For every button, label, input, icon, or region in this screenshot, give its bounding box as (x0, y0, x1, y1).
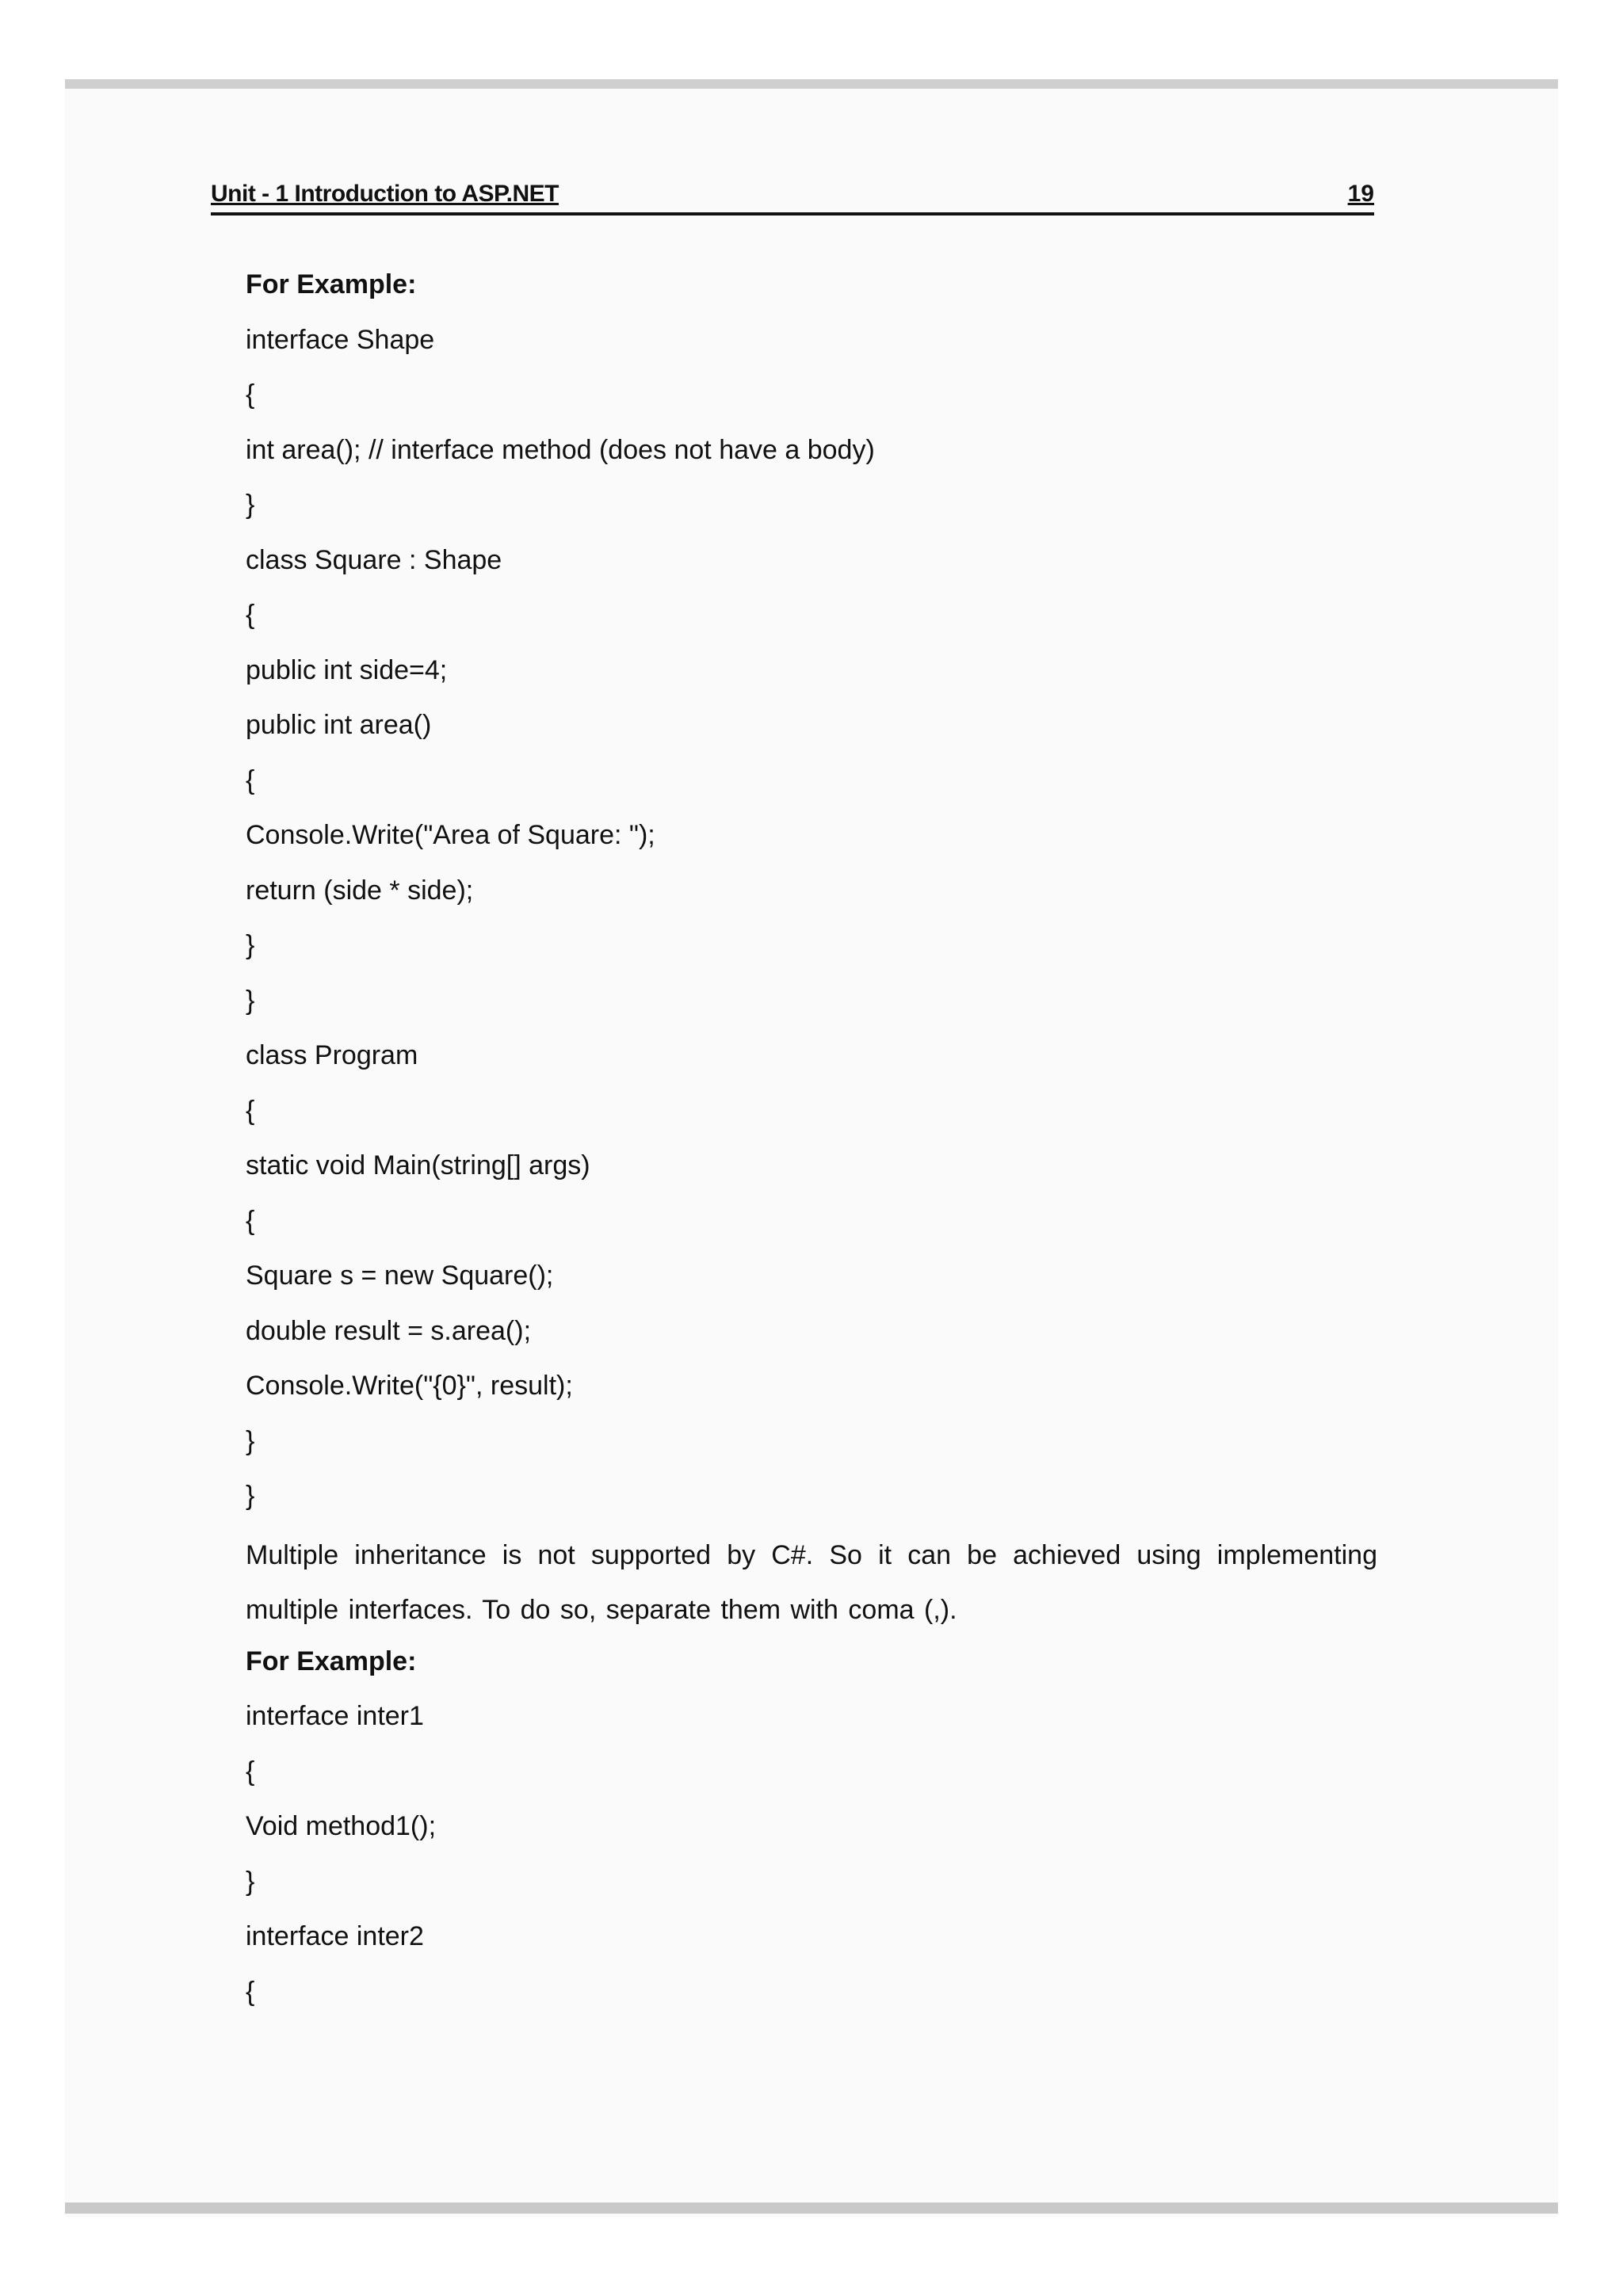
header-title: Unit - 1 Introduction to ASP.NET (211, 181, 559, 207)
code-line: interface inter1 (246, 1701, 424, 1731)
code-line: Void method1(); (246, 1811, 437, 1841)
code-line: public int area() (246, 710, 432, 740)
code-line: static void Main(string[] args) (246, 1150, 590, 1180)
code-line: { (246, 1095, 255, 1126)
code-line: { (246, 1976, 255, 2007)
body-paragraph: Multiple inheritance is not supported by C#. So it can be achieved using implementing multiple interfaces. To do so, separate them with coma (,). (246, 1539, 1377, 1625)
code-line: return (side * side); (246, 875, 474, 906)
code-line: } (246, 930, 255, 960)
code-block (246, 1693, 1377, 2023)
top-rule (65, 79, 1558, 89)
code-line: { (246, 765, 255, 795)
code-line: Console.Write("Area of Square: "); (246, 820, 655, 850)
code-line: { (246, 600, 255, 630)
code-line: { (246, 1756, 255, 1787)
code-block (246, 317, 1377, 1528)
example-heading: For Example: (246, 269, 417, 299)
code-line: } (246, 1425, 255, 1456)
code-line: class Square : Shape (246, 544, 502, 575)
code-line: { (246, 379, 255, 410)
page-header (211, 181, 1374, 215)
code-line: Console.Write("{0}", result); (246, 1371, 573, 1401)
code-line: } (246, 1866, 255, 1897)
code-line: class Program (246, 1040, 418, 1070)
page-number: 19 (1347, 181, 1374, 207)
page-content (246, 261, 1377, 2023)
code-line: } (246, 490, 255, 520)
code-line: { (246, 1205, 255, 1236)
code-line: public int side=4; (246, 654, 448, 685)
code-line: interface inter2 (246, 1921, 424, 1951)
code-line: interface Shape (246, 324, 435, 355)
code-line: } (246, 985, 255, 1016)
code-line: Square s = new Square(); (246, 1261, 554, 1291)
code-line: int area(); // interface method (does not have a body) (246, 434, 875, 465)
example-heading: For Example: (246, 1646, 417, 1676)
code-line: } (246, 1481, 255, 1511)
code-line: double result = s.area(); (246, 1315, 532, 1346)
bottom-rule (65, 2203, 1558, 2214)
